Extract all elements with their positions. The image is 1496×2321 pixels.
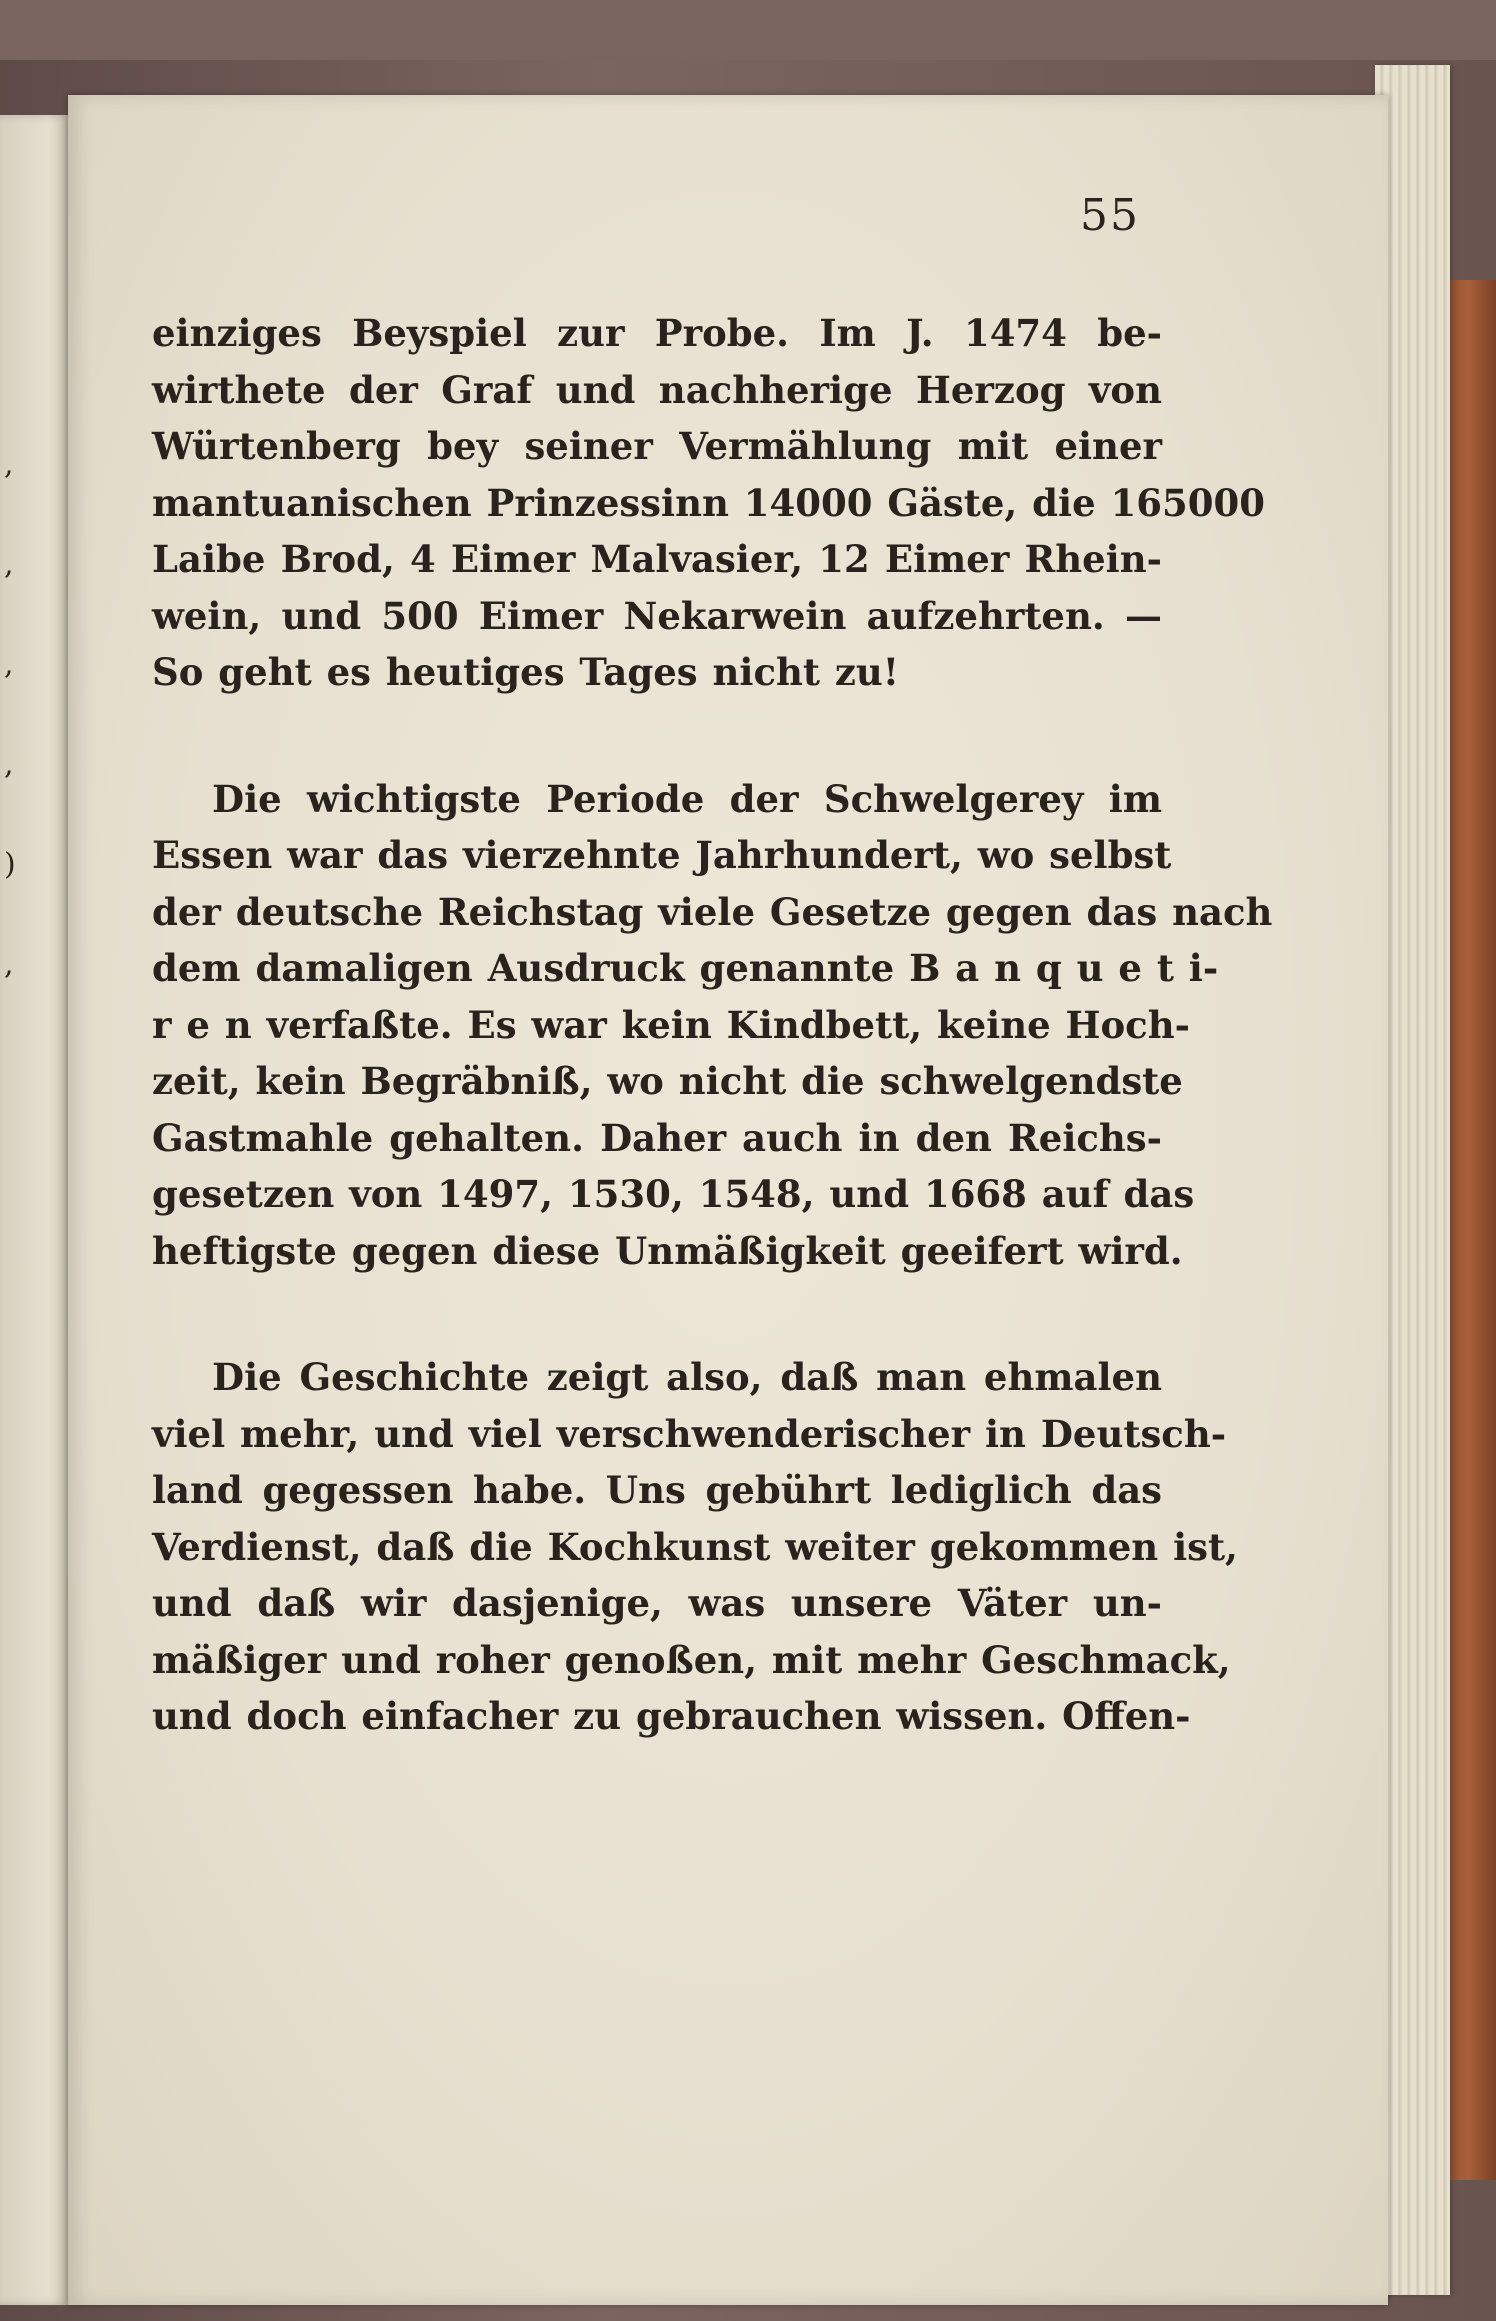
text-line: zeit, kein Begräbniß, wo nicht die schwelgendste — [152, 1059, 1183, 1103]
text-line: So geht es heutiges Tages nicht zu! — [152, 650, 900, 694]
text-line: Verdienst, daß die Kochkunst weiter gekommen ist, — [152, 1524, 1238, 1569]
text-line: r e n verfaßte. Es war kein Kindbett, keine Hoch- — [152, 1002, 1190, 1047]
text-line: gesetzen von 1497, 1530, 1548, und 1668 auf das — [152, 1172, 1195, 1216]
text-line: Die Geschichte zeigt also, daß man ehmalen — [212, 1355, 1162, 1399]
previous-page-mark: , — [4, 647, 14, 682]
text-line: land gegessen habe. Uns gebührt lediglich das — [152, 1468, 1162, 1512]
previous-page-mark: , — [4, 747, 14, 782]
text-line: und doch einfacher zu gebrauchen wissen. Offen- — [152, 1694, 1191, 1738]
previous-page-mark: , — [4, 947, 14, 982]
text-line: Essen war das vierzehnte Jahrhundert, wo selbst — [152, 833, 1172, 877]
text-line: wirthete der Graf und nachherige Herzog von — [152, 367, 1162, 412]
previous-page-mark: , — [4, 547, 14, 582]
text-line: Die wichtigste Periode der Schwelgerey im — [212, 776, 1162, 821]
text-line: heftigste gegen diese Unmäßigkeit geeifert wird. — [152, 1228, 1183, 1273]
text-line: mäßiger und roher genoßen, mit mehr Geschmack, — [152, 1637, 1231, 1682]
text-line: der deutsche Reichstag viele Gesetze gegen das nach — [152, 889, 1273, 934]
paragraph-3 — [152, 1349, 1238, 1745]
text-line: einziges Beyspiel zur Probe. Im J. 1474 be- — [152, 311, 1162, 355]
previous-page-edge — [0, 115, 70, 2305]
text-line: mantuanischen Prinzessinn 14000 Gäste, die 165000 — [152, 480, 1265, 525]
text-line: Laibe Brod, 4 Eimer Malvasier, 12 Eimer Rhein- — [152, 537, 1162, 581]
previous-page-mark: , — [4, 447, 14, 482]
text-line: viel mehr, und viel verschwenderischer in Deutsch- — [152, 1411, 1227, 1456]
page-number: 55 — [1080, 190, 1140, 241]
paragraph-2 — [152, 771, 1273, 1280]
text-line: dem damaligen Ausdruck genannte B a n q u e t i- — [152, 946, 1219, 990]
previous-page-mark: ) — [4, 847, 16, 882]
text-line: Würtenberg bey seiner Vermählung mit einer — [152, 424, 1162, 468]
text-line: und daß wir dasjenige, was unsere Väter un- — [152, 1581, 1162, 1625]
page-text — [152, 305, 1273, 1745]
text-line: Gastmahle gehalten. Daher auch in den Reichs- — [152, 1115, 1162, 1160]
paragraph-1 — [152, 305, 1265, 701]
previous-page-marks — [4, 415, 24, 1015]
text-line: wein, und 500 Eimer Nekarwein aufzehrten. — — [152, 593, 1162, 638]
